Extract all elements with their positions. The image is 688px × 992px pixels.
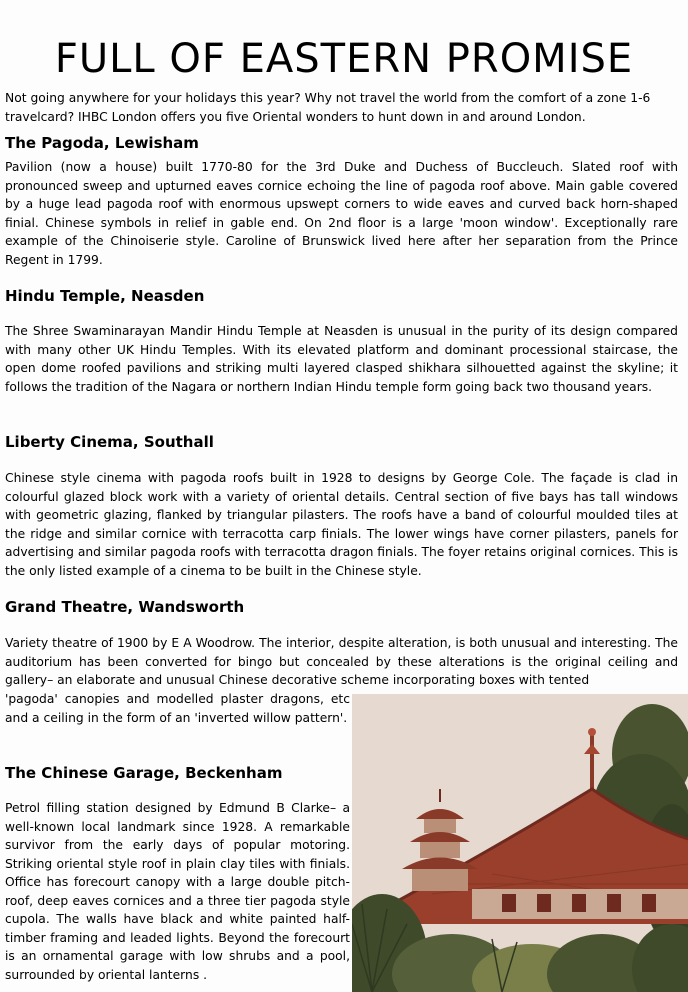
intro-paragraph: Not going anywhere for your holidays this year? Why not travel the world from the comfort of a zone 1-6 travelcard? IHBC London offers you five Oriental wonders to hunt down in and around London.	[5, 91, 651, 124]
page-title: FULL OF EASTERN PROMISE	[54, 35, 634, 82]
section-heading-chinese-garage: The Chinese Garage, Beckenham	[5, 764, 283, 782]
section-heading-liberty-cinema: Liberty Cinema, Southall	[5, 433, 214, 451]
chinese-garage-photo	[352, 694, 688, 992]
chinese-garage-illustration	[352, 694, 688, 992]
section-text-grand-theatre: Variety theatre of 1900 by E A Woodrow. The interior, despite alteration, is both unusual and interesting. The auditorium has been converted for bingo but concealed by these alterations is the original ceiling and gallery– an elaborate and unusual Chinese decorative scheme incorporating boxes with tented	[5, 636, 678, 687]
section-text-liberty-cinema: Chinese style cinema with pagoda roofs built in 1928 to designs by George Cole. The façade is clad in colourful glazed block work with a variety of oriental details. Central section of five bays has tall windows with geometric glazing, flanked by triangular pilasters. The roofs have a band of colourful moulded tiles at the ridge and similar cornice with terracotta carp finials. The lower wings have corner pilasters, panels for advertising and similar pagoda roofs with terracotta dragon finials. The foyer retains original cornices. This is the only listed example of a cinema to be built in the Chinese style.	[5, 471, 678, 578]
section-text-pagoda: Pavilion (now a house) built 1770-80 for the 3rd Duke and Duchess of Buccleuch. Slated roof with pronounced sweep and upturned eaves cornice echoing the line of pagoda roof above. Main gable covered by a huge lead pagoda roof with enormous upswept corners to wide eaves and curved back horn-shaped finial. Chinese symbols in relief in gable end. On 2nd floor is a large 'moon window'. Exceptionally rare example of the Chinoiserie style. Caroline of Brunswick lived here after her separation from the Prince Regent in 1799.	[5, 160, 678, 267]
section-text-hindu-temple: The Shree Swaminarayan Mandir Hindu Temple at Neasden is unusual in the purity of its design compared with many other UK Hindu Temples. With its elevated platform and dominant processional staircase, the open dome roofed pavilions and striking multi layered clasped shikhara silhouetted against the skyline; it follows the tradition of the Nagara or northern Indian Hindu temple form going back two thousand years.	[5, 324, 678, 394]
section-heading-grand-theatre: Grand Theatre, Wandsworth	[5, 598, 245, 616]
section-heading-pagoda: The Pagoda, Lewisham	[5, 134, 199, 152]
section-text-grand-theatre-continued: 'pagoda' canopies and modelled plaster dragons, etc and a ceiling in the form of an 'inverted willow pattern'.	[5, 692, 350, 725]
section-text-chinese-garage: Petrol filling station designed by Edmund B Clarke– a well-known local landmark since 1928. A remarkable survivor from the early days of popular motoring. Striking oriental style roof in plain clay tiles with finials. Office has forecourt canopy with a large double pitch-roof, deep eaves cornices and a three tier pagoda style cupola. The walls have black and white painted half-timber framing and leaded lights. Beyond the forecourt is an ornamental garage with low shrubs and a pool, surrounded by oriental lanterns .	[5, 801, 350, 982]
section-heading-hindu-temple: Hindu Temple, Neasden	[5, 287, 205, 305]
